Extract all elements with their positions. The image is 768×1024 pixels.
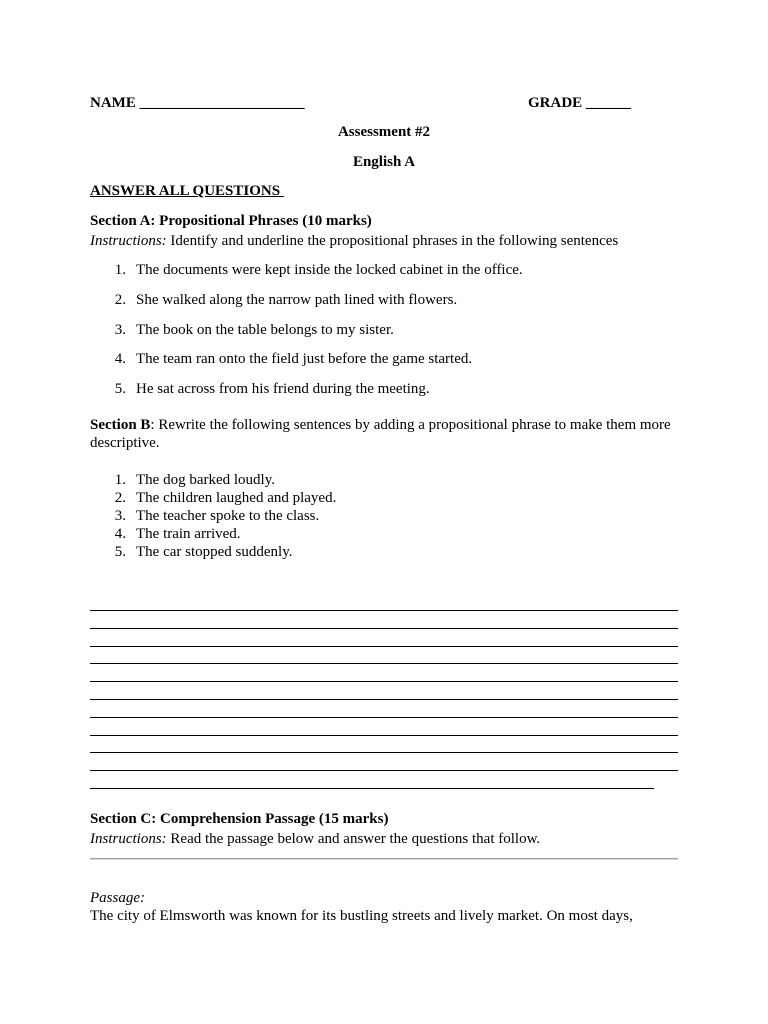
question-sentence: The team ran onto the field just before the game started. [136,351,473,367]
instructions-text: Identify and underline the propositional phrases in the following sentences [166,233,619,249]
answer-all-heading [90,182,284,200]
question-sentence: He sat across from his friend during the meeting. [136,381,430,397]
section-b-text: : Rewrite the following sentences by adding a propositional phrase to make them more descriptive. [90,417,671,451]
sentence-to-rewrite: The children laughed and played. [136,490,337,506]
sentence-to-rewrite: The dog barked loudly. [136,472,275,488]
answer-line[interactable] [90,770,678,771]
passage-label: Passage: [90,890,145,906]
instructions-label: Instructions: [90,233,167,249]
sentence-to-rewrite: The teacher spoke to the class. [136,508,320,524]
answer-line[interactable] [90,646,678,647]
answer-line[interactable] [90,788,654,789]
answer-line[interactable] [90,752,678,753]
section-c-heading: Section C: Comprehension Passage (15 marks) [90,811,389,827]
sentence-to-rewrite: The train arrived. [136,526,241,542]
name-field-label: NAME ______________________ [90,95,305,111]
passage-text: The city of Elmsworth was known for its bustling streets and lively market. On most days, [90,908,633,924]
question-sentence: The documents were kept inside the locked cabinet in the office. [136,262,523,278]
section-c-instructions [90,830,540,848]
assessment-title: Assessment #2 [337,124,431,140]
question-number: 4. [114,351,126,367]
section-a-heading: Section A: Propositional Phrases (10 marks) [90,213,372,229]
answer-line[interactable] [90,717,678,718]
question-number: 5. [114,381,126,397]
answer-line[interactable] [90,681,678,682]
question-number: 1. [114,262,126,278]
answer-line[interactable] [90,628,678,629]
instructions-text: Read the passage below and answer the questions that follow. [166,831,541,847]
instructions-label: Instructions: [90,831,167,847]
question-sentence: She walked along the narrow path lined with flowers. [136,292,458,308]
grade-field-label: GRADE ______ [528,95,631,111]
answer-line[interactable] [90,610,678,611]
section-a-instructions [90,232,618,250]
sentence-to-rewrite: The car stopped suddenly. [136,544,293,560]
horizontal-divider [90,858,678,860]
subject-title: English A [352,154,416,170]
sentence-number: 4. [114,526,126,542]
sentence-number: 2. [114,490,126,506]
sentence-number: 1. [114,472,126,488]
question-sentence: The book on the table belongs to my sister. [136,322,394,338]
section-b-instructions [90,416,680,452]
answer-line[interactable] [90,699,678,700]
sentence-number: 5. [114,544,126,560]
question-number: 2. [114,292,126,308]
section-b-heading: Section B [90,417,151,433]
sentence-number: 3. [114,508,126,524]
answer-line[interactable] [90,735,678,736]
question-number: 3. [114,322,126,338]
answer-line[interactable] [90,663,678,664]
answer-all-text: ANSWER ALL QUESTIONS [90,183,281,199]
